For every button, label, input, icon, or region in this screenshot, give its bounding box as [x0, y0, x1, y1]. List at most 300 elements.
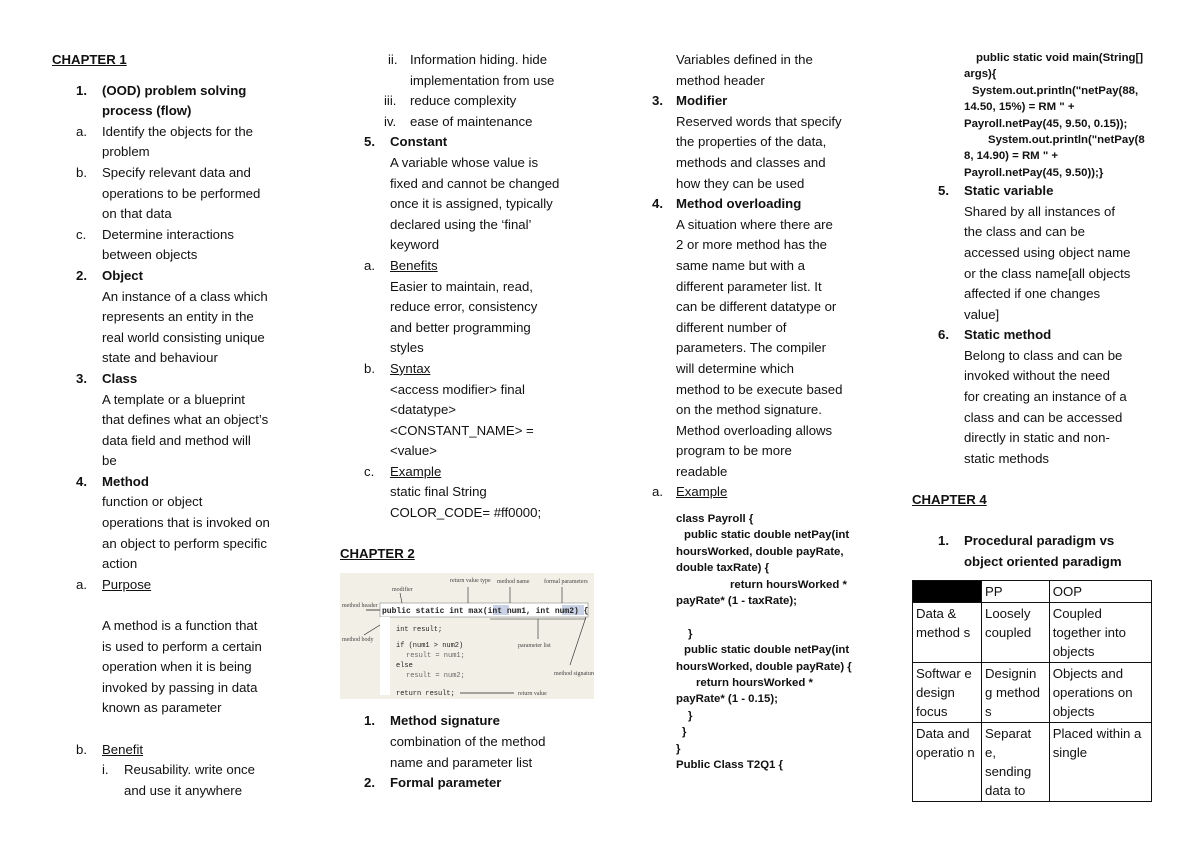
line-text: return hoursWorked * [696, 676, 813, 689]
line-text: Example [676, 484, 728, 500]
line-text: hoursWorked, double payRate) { [676, 660, 852, 673]
col4code-line [912, 66, 1152, 82]
list-marker: 3. [76, 370, 87, 386]
line-text: styles [390, 340, 424, 356]
col3a-line [648, 50, 860, 71]
table-cell: Objects and operations on objects [1049, 663, 1151, 723]
col2a-line [340, 544, 602, 565]
line-text: class Payroll { [676, 513, 754, 526]
list-marker: 1. [76, 82, 87, 98]
line-text: Information hiding. hide [410, 52, 548, 67]
col1-line [52, 513, 292, 534]
col4a-line [912, 202, 1152, 223]
col4code-line [912, 50, 1152, 66]
line-text: return hoursWorked * [730, 578, 847, 591]
col4a-line [912, 552, 1152, 573]
line-text: Purpose [102, 576, 152, 592]
col1-line [52, 81, 292, 102]
list-marker: 1. [364, 713, 375, 729]
col4a-line [912, 305, 1152, 326]
list-marker: 2. [76, 267, 87, 283]
paradigm-comparison-table [912, 580, 1152, 802]
list-marker: a. [76, 123, 87, 139]
col1-line [52, 101, 292, 122]
list-marker: 3. [652, 93, 663, 109]
col3code-line [648, 724, 860, 740]
fig-label-parameter-list: parameter list [518, 642, 551, 649]
line-text: operations that is invoked on [102, 515, 270, 531]
list-marker: 6. [938, 327, 949, 343]
list-marker: i. [102, 762, 109, 778]
table-header-cell [913, 581, 982, 603]
line-text: real world consisting unique [102, 329, 265, 345]
col1-line [52, 698, 292, 719]
line-text: once it is assigned, typically [390, 196, 553, 212]
fig-label-method-body: method body [342, 636, 374, 643]
line-text: Static method [964, 327, 1052, 343]
table-cell: Loosely coupled [982, 603, 1050, 663]
col4a-line [912, 428, 1152, 449]
col3a-line [648, 112, 860, 133]
method-anatomy-figure [340, 573, 594, 699]
list-marker: 4. [652, 196, 663, 212]
list-marker: a. [652, 484, 663, 500]
list-marker: 5. [364, 134, 375, 150]
line-text: accessed using object name [964, 244, 1131, 260]
line-text: (OOD) problem solving [102, 82, 247, 98]
col2a-line [340, 338, 602, 359]
table-cell: Softwar e design focus [913, 663, 982, 723]
line-text: public static double netPay(int [684, 529, 850, 542]
column-2 [340, 50, 602, 794]
col3a-line [648, 132, 860, 153]
line-text: public static double netPay(int [684, 644, 850, 657]
line-text: COLOR_CODE= #ff0000; [390, 505, 542, 521]
col1-line [52, 307, 292, 328]
col1-line [52, 348, 292, 369]
col3code-line [648, 577, 860, 593]
col3code-line [648, 527, 860, 543]
line-text: } [688, 627, 693, 640]
col1-line [52, 534, 292, 555]
col3code-line [648, 544, 860, 560]
line-text: Class [102, 370, 138, 386]
col1-line [52, 492, 292, 513]
col4a-line [912, 449, 1152, 470]
col4a-line [912, 387, 1152, 408]
list-marker: iv. [384, 113, 397, 129]
col3a-line [648, 338, 860, 359]
col1-line [52, 719, 292, 740]
col2a-line [340, 132, 602, 153]
line-text: the properties of the data, [676, 134, 827, 150]
line-text: Example [390, 463, 442, 479]
col4code-line [912, 165, 1152, 181]
col3code-line [648, 642, 860, 658]
list-marker: b. [364, 360, 375, 376]
line-text: operation when it is being [102, 659, 252, 675]
col3a-line [648, 174, 860, 195]
line-text: Payroll.netPay(45, 9.50, 0.15)); [964, 117, 1128, 130]
line-text: reduce error, consistency [390, 299, 538, 315]
line-text: payRate* (1 - taxRate); [676, 595, 797, 608]
line-text: affected if one changes [964, 286, 1101, 302]
line-text: process (flow) [102, 103, 192, 119]
fig-code-line-3: result = num1; [406, 651, 465, 660]
line-text: double taxRate) { [676, 562, 770, 575]
list-marker: 2. [364, 775, 375, 791]
col2a-line [340, 112, 602, 133]
line-text: state and behaviour [102, 350, 218, 366]
line-text: } [682, 726, 687, 739]
table-cell: Designin g method s [982, 663, 1050, 723]
line-text: Static variable [964, 183, 1054, 199]
col1-line [52, 637, 292, 658]
line-text: can be different datatype or [676, 299, 837, 315]
line-text: <datatype> [390, 402, 456, 418]
table-cell: Data & method s [913, 603, 982, 663]
line-text: reduce complexity [410, 93, 517, 109]
col4code-line [912, 132, 1152, 148]
line-text: between objects [102, 247, 198, 263]
line-text: <access modifier> final [390, 381, 525, 397]
line-text: the class and can be [964, 224, 1085, 240]
line-text: keyword [390, 237, 440, 253]
line-text: readable [676, 463, 728, 479]
col1-line [52, 50, 292, 71]
line-text: and use it anywhere [124, 782, 243, 798]
col1-line [52, 204, 292, 225]
list-marker: c. [364, 463, 375, 479]
main-method-code [912, 50, 1152, 181]
line-text: will determine which [676, 360, 794, 376]
line-text: be [102, 453, 117, 469]
col1-line [52, 390, 292, 411]
col1-line [52, 451, 292, 472]
col3a-line [648, 153, 860, 174]
fig-label-return-value: return value [518, 690, 547, 697]
line-text: A template or a blueprint [102, 391, 245, 407]
line-text: An instance of a class which [102, 288, 268, 304]
column-1 [52, 50, 292, 801]
col3a-line [648, 277, 860, 298]
col1-line [52, 287, 292, 308]
line-text: ease of maintenance [410, 113, 533, 129]
col1-line [52, 554, 292, 575]
col3a-line [648, 235, 860, 256]
fig-code-line-0: public static int max(int num1, int num2) { [382, 606, 589, 616]
chapter-heading: CHAPTER 2 [340, 546, 415, 562]
line-text: Method signature [390, 713, 500, 729]
col4a-line [912, 346, 1152, 367]
list-marker: c. [76, 226, 87, 242]
col3code-line [648, 560, 860, 576]
line-text: Procedural paradigm vs [964, 533, 1115, 549]
line-text: directly in static and non- [964, 430, 1110, 446]
fig-label-modifier: modifier [392, 586, 413, 593]
line-text: A method is a function that [102, 618, 258, 634]
line-text: declared using the ‘final’ [390, 216, 532, 232]
col4a-line [912, 284, 1152, 305]
col1-line [52, 678, 292, 699]
line-text: or the class name[all objects [964, 265, 1131, 281]
line-text: for creating an instance of a [964, 389, 1127, 405]
line-text: that defines what an object’s [102, 412, 269, 428]
col3a-line [648, 462, 860, 483]
col4a-line [912, 325, 1152, 346]
col3code-line [648, 708, 860, 724]
col2a-line [340, 421, 602, 442]
fig-label-method-signature: method signature [554, 670, 594, 677]
col3code-line [648, 626, 860, 642]
line-text: 14.50, 15%) = RM " + [964, 101, 1075, 114]
col4a-line [912, 490, 1152, 511]
list-marker: a. [364, 257, 375, 273]
col1-line [52, 122, 292, 143]
col4a-line [912, 222, 1152, 243]
col2a-line [340, 277, 602, 298]
fig-code-line-5: result = num2; [406, 671, 465, 680]
chapter-heading: CHAPTER 1 [52, 52, 127, 67]
line-text: action [102, 556, 138, 572]
col2a-line [340, 91, 602, 112]
col4a-line [912, 181, 1152, 202]
fig-label-method-header: method header [342, 602, 378, 609]
col3code-line [648, 511, 860, 527]
list-marker: 5. [938, 183, 949, 199]
col2a-line [340, 256, 602, 277]
list-marker: 4. [76, 473, 87, 489]
line-text: Reserved words that specify [676, 113, 842, 129]
col2a-line [340, 359, 602, 380]
line-text: System.out.println("netPay(88, [972, 84, 1139, 97]
col2a-line [340, 441, 602, 462]
table-row [913, 603, 1152, 663]
line-text: <value> [390, 443, 437, 459]
col1-line [52, 142, 292, 163]
line-text: represents an entity in the [102, 309, 254, 325]
line-text: Syntax [390, 360, 431, 376]
col4code-line [912, 116, 1152, 132]
line-text: Payroll.netPay(45, 9.50));} [964, 166, 1104, 179]
table-cell: Separat e, sending data to [982, 723, 1050, 802]
col1-line [52, 163, 292, 184]
col3a-line [648, 297, 860, 318]
line-text: static methods [964, 450, 1050, 466]
col1-line [52, 328, 292, 349]
line-text: data field and method will [102, 432, 251, 448]
line-text: Belong to class and can be [964, 347, 1123, 363]
col1-line [52, 266, 292, 287]
col1-line [52, 184, 292, 205]
col1-line [52, 575, 292, 596]
column-3 [648, 50, 860, 773]
col3a-line [648, 359, 860, 380]
line-text: public static void main(String[] [976, 52, 1144, 64]
line-text: Variables defined in the [676, 52, 813, 67]
line-text: object oriented paradigm [964, 553, 1122, 569]
col3a-line [648, 215, 860, 236]
fig-code-line-1: int result; [396, 625, 443, 634]
col3code-line [648, 675, 860, 691]
line-text: A situation where there are [676, 216, 833, 232]
line-text: payRate* (1 - 0.15); [676, 693, 778, 706]
list-marker: ii. [388, 52, 398, 67]
line-text: on that data [102, 206, 172, 222]
table-row [913, 663, 1152, 723]
col3a-line [648, 318, 860, 339]
line-text: Method overloading allows [676, 422, 833, 438]
col3code-line [648, 659, 860, 675]
col3code-line [648, 609, 860, 625]
line-text: value] [964, 306, 1000, 322]
col2a-line [340, 462, 602, 483]
line-text: implementation from use [410, 72, 555, 88]
col2a-line [340, 71, 602, 92]
col2b-line [340, 732, 602, 753]
line-text: A variable whose value is [390, 154, 539, 170]
line-text: Formal parameter [390, 775, 502, 791]
line-text: 8, 14.90) = RM " + [964, 150, 1059, 163]
col2a-line [340, 380, 602, 401]
line-text: how they can be used [676, 175, 805, 191]
col4code-line [912, 99, 1152, 115]
line-text: methods and classes and [676, 154, 826, 170]
col4code-line [912, 148, 1152, 164]
line-text: same name but with a [676, 257, 806, 273]
col3a-line [648, 256, 860, 277]
col1-line [52, 781, 292, 802]
line-text: invoked by passing in data [102, 679, 258, 695]
col2a-line [340, 235, 602, 256]
col2a-line [340, 215, 602, 236]
col4a-line [912, 469, 1152, 490]
col3a-line [648, 482, 860, 503]
line-text: different number of [676, 319, 787, 335]
col2b-line [340, 773, 602, 794]
line-text: an object to perform specific [102, 535, 267, 551]
column-4 [912, 50, 1152, 802]
col1-line [52, 740, 292, 761]
line-text: 2 or more method has the [676, 237, 828, 253]
payroll-code-example [648, 511, 860, 773]
col3code-line [648, 757, 860, 773]
col1-line [52, 472, 292, 493]
col1-line [52, 657, 292, 678]
line-text: different parameter list. It [676, 278, 822, 294]
table-header-cell: OOP [1049, 581, 1151, 603]
line-text: problem [102, 144, 150, 160]
line-text: known as parameter [102, 700, 222, 716]
line-text: name and parameter list [390, 754, 533, 770]
col1-line [52, 760, 292, 781]
fig-label-method-name: method name [497, 578, 530, 585]
line-text: method to be execute based [676, 381, 843, 397]
line-text: Determine interactions [102, 226, 234, 242]
col4a-line [912, 408, 1152, 429]
col1-line [52, 225, 292, 246]
table-cell: Coupled together into objects [1049, 603, 1151, 663]
col3a-line [648, 194, 860, 215]
col3a-line [648, 380, 860, 401]
col2a-line [340, 503, 602, 524]
line-text: Public Class T2Q1 { [676, 758, 783, 771]
col2a-line [340, 400, 602, 421]
col2a-line [340, 297, 602, 318]
col2a-line [340, 174, 602, 195]
line-text: Method [102, 473, 149, 489]
line-text: System.out.println("netPay(8 [988, 133, 1145, 146]
chapter-heading: CHAPTER 4 [912, 492, 987, 508]
col4a-line [912, 531, 1152, 552]
line-text: operations to be performed [102, 185, 261, 201]
table-cell: Placed within a single [1049, 723, 1151, 802]
col2a-line [340, 482, 602, 503]
line-text: Identify the objects for the [102, 123, 254, 139]
line-text: Shared by all instances of [964, 203, 1116, 219]
col1-line [52, 410, 292, 431]
line-text: method header [676, 72, 765, 88]
col3a-line [648, 441, 860, 462]
col2b-line [340, 711, 602, 732]
col2a-line [340, 50, 602, 71]
line-text: <CONSTANT_NAME> = [390, 422, 534, 438]
table-row [913, 723, 1152, 802]
list-marker: b. [76, 164, 87, 180]
line-text: Benefits [390, 257, 438, 273]
line-text: args){ [964, 68, 997, 81]
col2a-line [340, 524, 602, 545]
line-text: Benefit [102, 741, 144, 757]
col4a-line [912, 511, 1152, 532]
col3a-line [648, 421, 860, 442]
col2b-line [340, 753, 602, 774]
line-text: function or object [102, 494, 203, 510]
col2a-line [340, 194, 602, 215]
col1-line [52, 595, 292, 616]
line-text: Modifier [676, 93, 728, 109]
list-marker: 1. [938, 533, 949, 549]
col4a-line [912, 243, 1152, 264]
list-marker: a. [76, 576, 87, 592]
col4a-line [912, 264, 1152, 285]
line-text: fixed and cannot be changed [390, 175, 560, 191]
line-text: program to be more [676, 443, 792, 459]
line-text: } [676, 742, 681, 755]
col3code-line [648, 691, 860, 707]
col1-line [52, 369, 292, 390]
fig-label-return-type: return value type [450, 577, 491, 584]
col1-line [52, 616, 292, 637]
col3a-line [648, 71, 860, 92]
line-text: static final String [390, 484, 487, 500]
line-text: Easier to maintain, read, [390, 278, 533, 294]
col4code-line [912, 83, 1152, 99]
fig-code-line-4: else [396, 661, 413, 670]
line-text: on the method signature. [676, 402, 822, 418]
line-text: invoked without the need [964, 368, 1110, 384]
line-text: class and can be accessed [964, 409, 1123, 425]
line-text: Reusability. write once [124, 762, 255, 778]
list-marker: iii. [384, 93, 397, 109]
line-text: hoursWorked, double payRate, [676, 545, 844, 558]
col3a-line [648, 400, 860, 421]
col3code-line [648, 593, 860, 609]
col3code-line [648, 741, 860, 757]
line-text: parameters. The compiler [676, 340, 827, 356]
col4a-line [912, 366, 1152, 387]
table-header-cell: PP [982, 581, 1050, 603]
